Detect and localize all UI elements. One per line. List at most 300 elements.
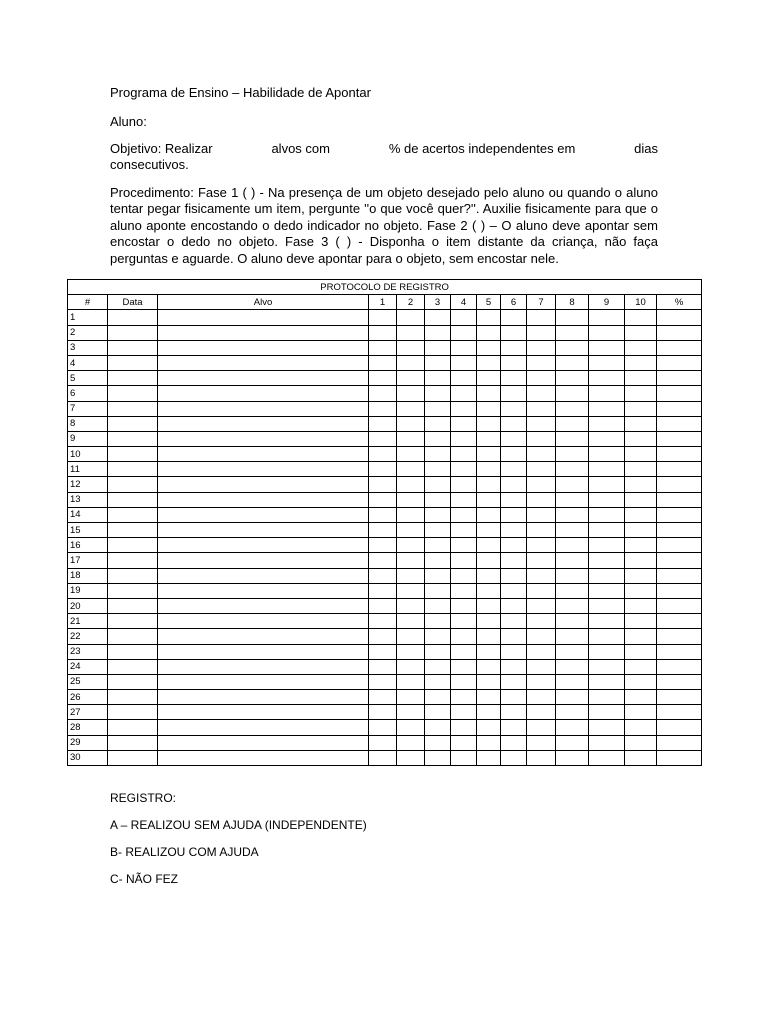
- table-cell[interactable]: [451, 583, 477, 598]
- table-cell[interactable]: [556, 614, 589, 629]
- table-cell[interactable]: [527, 523, 556, 538]
- table-cell[interactable]: [625, 629, 657, 644]
- table-cell[interactable]: [556, 371, 589, 386]
- table-cell[interactable]: [657, 568, 702, 583]
- table-cell[interactable]: [397, 735, 425, 750]
- table-cell[interactable]: [589, 553, 625, 568]
- table-cell[interactable]: [625, 340, 657, 355]
- table-cell[interactable]: [108, 598, 158, 613]
- table-cell[interactable]: [397, 538, 425, 553]
- table-cell[interactable]: [527, 431, 556, 446]
- table-cell[interactable]: [477, 462, 501, 477]
- table-cell[interactable]: [369, 477, 397, 492]
- table-cell[interactable]: [477, 674, 501, 689]
- table-cell[interactable]: [369, 325, 397, 340]
- table-cell[interactable]: [527, 735, 556, 750]
- table-cell[interactable]: [657, 310, 702, 325]
- table-cell[interactable]: [425, 735, 451, 750]
- table-cell[interactable]: [369, 401, 397, 416]
- table-cell[interactable]: [158, 735, 369, 750]
- table-cell[interactable]: [501, 553, 527, 568]
- table-cell[interactable]: [589, 431, 625, 446]
- table-cell[interactable]: [108, 523, 158, 538]
- table-cell[interactable]: [657, 416, 702, 431]
- table-cell[interactable]: [625, 538, 657, 553]
- table-cell[interactable]: [451, 447, 477, 462]
- table-cell[interactable]: [589, 492, 625, 507]
- table-cell[interactable]: [451, 553, 477, 568]
- table-cell[interactable]: [589, 523, 625, 538]
- table-cell[interactable]: [527, 310, 556, 325]
- table-cell[interactable]: [589, 614, 625, 629]
- table-cell[interactable]: [589, 340, 625, 355]
- table-cell[interactable]: [397, 583, 425, 598]
- table-cell[interactable]: [527, 462, 556, 477]
- table-cell[interactable]: [477, 690, 501, 705]
- table-cell[interactable]: [589, 583, 625, 598]
- table-cell[interactable]: [451, 614, 477, 629]
- table-cell[interactable]: [625, 507, 657, 522]
- table-cell[interactable]: [589, 310, 625, 325]
- table-cell[interactable]: [397, 401, 425, 416]
- table-cell[interactable]: [425, 598, 451, 613]
- table-cell[interactable]: [397, 598, 425, 613]
- table-cell[interactable]: [657, 477, 702, 492]
- table-cell[interactable]: [108, 705, 158, 720]
- table-cell[interactable]: [158, 386, 369, 401]
- table-cell[interactable]: [589, 416, 625, 431]
- table-cell[interactable]: [527, 477, 556, 492]
- table-cell[interactable]: [556, 705, 589, 720]
- table-cell[interactable]: [108, 462, 158, 477]
- table-cell[interactable]: [501, 507, 527, 522]
- table-cell[interactable]: [108, 750, 158, 765]
- table-cell[interactable]: [657, 401, 702, 416]
- table-cell[interactable]: [625, 431, 657, 446]
- table-cell[interactable]: [501, 598, 527, 613]
- table-cell[interactable]: [397, 674, 425, 689]
- table-cell[interactable]: [556, 644, 589, 659]
- table-cell[interactable]: [158, 568, 369, 583]
- table-cell[interactable]: [477, 325, 501, 340]
- table-cell[interactable]: [625, 674, 657, 689]
- table-cell[interactable]: [477, 659, 501, 674]
- table-cell[interactable]: [589, 371, 625, 386]
- table-cell[interactable]: [158, 431, 369, 446]
- table-cell[interactable]: [556, 568, 589, 583]
- table-cell[interactable]: [477, 629, 501, 644]
- table-cell[interactable]: [556, 659, 589, 674]
- table-cell[interactable]: [556, 629, 589, 644]
- table-cell[interactable]: [425, 705, 451, 720]
- table-cell[interactable]: [158, 705, 369, 720]
- table-cell[interactable]: [556, 477, 589, 492]
- table-cell[interactable]: [369, 431, 397, 446]
- table-cell[interactable]: [625, 659, 657, 674]
- table-cell[interactable]: [397, 659, 425, 674]
- table-cell[interactable]: [657, 720, 702, 735]
- table-cell[interactable]: [589, 462, 625, 477]
- table-cell[interactable]: [158, 690, 369, 705]
- table-cell[interactable]: [451, 568, 477, 583]
- table-cell[interactable]: [556, 690, 589, 705]
- table-cell[interactable]: [556, 674, 589, 689]
- table-cell[interactable]: [501, 614, 527, 629]
- table-cell[interactable]: [397, 644, 425, 659]
- table-cell[interactable]: [556, 447, 589, 462]
- table-cell[interactable]: [451, 705, 477, 720]
- table-cell[interactable]: [369, 644, 397, 659]
- table-cell[interactable]: [556, 553, 589, 568]
- table-cell[interactable]: [501, 462, 527, 477]
- table-cell[interactable]: [527, 568, 556, 583]
- table-cell[interactable]: [108, 674, 158, 689]
- table-cell[interactable]: [556, 416, 589, 431]
- table-cell[interactable]: [425, 416, 451, 431]
- table-cell[interactable]: [397, 568, 425, 583]
- table-cell[interactable]: [527, 720, 556, 735]
- table-cell[interactable]: [527, 507, 556, 522]
- table-cell[interactable]: [425, 431, 451, 446]
- table-cell[interactable]: [158, 340, 369, 355]
- table-cell[interactable]: [369, 355, 397, 370]
- table-cell[interactable]: [501, 477, 527, 492]
- table-cell[interactable]: [158, 355, 369, 370]
- table-cell[interactable]: [625, 598, 657, 613]
- table-cell[interactable]: [451, 690, 477, 705]
- table-cell[interactable]: [158, 477, 369, 492]
- table-cell[interactable]: [625, 492, 657, 507]
- table-cell[interactable]: [657, 538, 702, 553]
- table-cell[interactable]: [108, 477, 158, 492]
- table-cell[interactable]: [501, 659, 527, 674]
- table-cell[interactable]: [527, 644, 556, 659]
- table-cell[interactable]: [451, 750, 477, 765]
- table-cell[interactable]: [477, 614, 501, 629]
- table-cell[interactable]: [556, 507, 589, 522]
- table-cell[interactable]: [108, 690, 158, 705]
- table-cell[interactable]: [589, 720, 625, 735]
- table-cell[interactable]: [369, 720, 397, 735]
- table-cell[interactable]: [425, 614, 451, 629]
- table-cell[interactable]: [501, 523, 527, 538]
- table-cell[interactable]: [501, 690, 527, 705]
- table-cell[interactable]: [556, 735, 589, 750]
- table-cell[interactable]: [556, 492, 589, 507]
- table-cell[interactable]: [108, 355, 158, 370]
- table-cell[interactable]: [425, 325, 451, 340]
- table-cell[interactable]: [589, 598, 625, 613]
- table-cell[interactable]: [369, 492, 397, 507]
- table-cell[interactable]: [369, 447, 397, 462]
- table-cell[interactable]: [451, 538, 477, 553]
- table-cell[interactable]: [397, 447, 425, 462]
- table-cell[interactable]: [451, 735, 477, 750]
- table-cell[interactable]: [369, 371, 397, 386]
- table-cell[interactable]: [369, 614, 397, 629]
- table-cell[interactable]: [589, 507, 625, 522]
- table-cell[interactable]: [397, 310, 425, 325]
- table-cell[interactable]: [625, 401, 657, 416]
- table-cell[interactable]: [589, 690, 625, 705]
- table-cell[interactable]: [501, 674, 527, 689]
- table-cell[interactable]: [625, 371, 657, 386]
- table-cell[interactable]: [397, 371, 425, 386]
- table-cell[interactable]: [589, 568, 625, 583]
- table-cell[interactable]: [425, 523, 451, 538]
- table-cell[interactable]: [451, 355, 477, 370]
- table-cell[interactable]: [397, 416, 425, 431]
- table-cell[interactable]: [477, 492, 501, 507]
- table-cell[interactable]: [108, 735, 158, 750]
- table-cell[interactable]: [158, 750, 369, 765]
- table-cell[interactable]: [625, 735, 657, 750]
- table-cell[interactable]: [625, 386, 657, 401]
- table-cell[interactable]: [397, 507, 425, 522]
- table-cell[interactable]: [501, 750, 527, 765]
- table-cell[interactable]: [501, 568, 527, 583]
- table-cell[interactable]: [425, 355, 451, 370]
- table-cell[interactable]: [556, 310, 589, 325]
- table-cell[interactable]: [369, 735, 397, 750]
- table-cell[interactable]: [625, 568, 657, 583]
- table-cell[interactable]: [657, 431, 702, 446]
- table-cell[interactable]: [657, 355, 702, 370]
- table-cell[interactable]: [369, 386, 397, 401]
- table-cell[interactable]: [369, 553, 397, 568]
- table-cell[interactable]: [451, 598, 477, 613]
- table-cell[interactable]: [527, 401, 556, 416]
- table-cell[interactable]: [158, 325, 369, 340]
- table-cell[interactable]: [158, 614, 369, 629]
- table-cell[interactable]: [369, 583, 397, 598]
- table-cell[interactable]: [397, 492, 425, 507]
- table-cell[interactable]: [527, 614, 556, 629]
- table-cell[interactable]: [158, 416, 369, 431]
- table-cell[interactable]: [397, 355, 425, 370]
- table-cell[interactable]: [108, 659, 158, 674]
- table-cell[interactable]: [108, 720, 158, 735]
- table-cell[interactable]: [527, 447, 556, 462]
- table-cell[interactable]: [425, 477, 451, 492]
- table-cell[interactable]: [657, 386, 702, 401]
- table-cell[interactable]: [657, 598, 702, 613]
- table-cell[interactable]: [158, 583, 369, 598]
- table-cell[interactable]: [527, 492, 556, 507]
- table-cell[interactable]: [527, 355, 556, 370]
- table-cell[interactable]: [589, 705, 625, 720]
- table-cell[interactable]: [501, 538, 527, 553]
- table-cell[interactable]: [108, 644, 158, 659]
- table-cell[interactable]: [501, 340, 527, 355]
- table-cell[interactable]: [657, 462, 702, 477]
- table-cell[interactable]: [108, 310, 158, 325]
- table-cell[interactable]: [108, 568, 158, 583]
- table-cell[interactable]: [108, 386, 158, 401]
- table-cell[interactable]: [527, 750, 556, 765]
- table-cell[interactable]: [501, 371, 527, 386]
- table-cell[interactable]: [477, 340, 501, 355]
- table-cell[interactable]: [501, 431, 527, 446]
- table-cell[interactable]: [425, 629, 451, 644]
- table-cell[interactable]: [451, 523, 477, 538]
- table-cell[interactable]: [425, 583, 451, 598]
- table-cell[interactable]: [369, 568, 397, 583]
- table-cell[interactable]: [657, 614, 702, 629]
- table-cell[interactable]: [451, 507, 477, 522]
- table-cell[interactable]: [158, 401, 369, 416]
- table-cell[interactable]: [397, 750, 425, 765]
- table-cell[interactable]: [527, 583, 556, 598]
- table-cell[interactable]: [425, 690, 451, 705]
- table-cell[interactable]: [589, 355, 625, 370]
- table-cell[interactable]: [425, 553, 451, 568]
- table-cell[interactable]: [556, 386, 589, 401]
- table-cell[interactable]: [425, 386, 451, 401]
- table-cell[interactable]: [556, 340, 589, 355]
- table-cell[interactable]: [477, 720, 501, 735]
- table-cell[interactable]: [657, 371, 702, 386]
- table-cell[interactable]: [589, 538, 625, 553]
- table-cell[interactable]: [657, 583, 702, 598]
- table-cell[interactable]: [369, 629, 397, 644]
- table-cell[interactable]: [477, 431, 501, 446]
- table-cell[interactable]: [158, 720, 369, 735]
- table-cell[interactable]: [556, 720, 589, 735]
- table-cell[interactable]: [477, 553, 501, 568]
- table-cell[interactable]: [477, 523, 501, 538]
- table-cell[interactable]: [397, 720, 425, 735]
- table-cell[interactable]: [425, 507, 451, 522]
- table-cell[interactable]: [425, 340, 451, 355]
- table-cell[interactable]: [158, 462, 369, 477]
- table-cell[interactable]: [657, 735, 702, 750]
- table-cell[interactable]: [657, 705, 702, 720]
- table-cell[interactable]: [425, 401, 451, 416]
- table-cell[interactable]: [501, 629, 527, 644]
- table-cell[interactable]: [451, 629, 477, 644]
- table-cell[interactable]: [556, 583, 589, 598]
- table-cell[interactable]: [477, 568, 501, 583]
- table-cell[interactable]: [477, 447, 501, 462]
- table-cell[interactable]: [369, 538, 397, 553]
- table-cell[interactable]: [158, 447, 369, 462]
- table-cell[interactable]: [657, 750, 702, 765]
- table-cell[interactable]: [108, 507, 158, 522]
- table-cell[interactable]: [556, 325, 589, 340]
- table-cell[interactable]: [397, 325, 425, 340]
- table-cell[interactable]: [657, 553, 702, 568]
- table-cell[interactable]: [527, 629, 556, 644]
- table-cell[interactable]: [108, 538, 158, 553]
- table-cell[interactable]: [158, 674, 369, 689]
- table-cell[interactable]: [369, 659, 397, 674]
- table-cell[interactable]: [108, 447, 158, 462]
- table-cell[interactable]: [158, 629, 369, 644]
- table-cell[interactable]: [451, 431, 477, 446]
- table-cell[interactable]: [625, 583, 657, 598]
- table-cell[interactable]: [625, 750, 657, 765]
- table-cell[interactable]: [477, 401, 501, 416]
- table-cell[interactable]: [451, 401, 477, 416]
- table-cell[interactable]: [477, 507, 501, 522]
- table-cell[interactable]: [556, 750, 589, 765]
- table-cell[interactable]: [369, 674, 397, 689]
- table-cell[interactable]: [527, 416, 556, 431]
- table-cell[interactable]: [657, 690, 702, 705]
- table-cell[interactable]: [158, 538, 369, 553]
- table-cell[interactable]: [397, 614, 425, 629]
- table-cell[interactable]: [657, 659, 702, 674]
- table-cell[interactable]: [527, 659, 556, 674]
- table-cell[interactable]: [108, 553, 158, 568]
- table-cell[interactable]: [501, 325, 527, 340]
- table-cell[interactable]: [527, 340, 556, 355]
- table-cell[interactable]: [397, 477, 425, 492]
- table-cell[interactable]: [397, 705, 425, 720]
- table-cell[interactable]: [158, 553, 369, 568]
- table-cell[interactable]: [369, 416, 397, 431]
- table-cell[interactable]: [589, 735, 625, 750]
- table-cell[interactable]: [158, 644, 369, 659]
- table-cell[interactable]: [589, 325, 625, 340]
- table-cell[interactable]: [589, 644, 625, 659]
- table-cell[interactable]: [501, 644, 527, 659]
- table-cell[interactable]: [657, 674, 702, 689]
- table-cell[interactable]: [625, 325, 657, 340]
- table-cell[interactable]: [369, 750, 397, 765]
- table-cell[interactable]: [369, 690, 397, 705]
- table-cell[interactable]: [477, 416, 501, 431]
- table-cell[interactable]: [158, 659, 369, 674]
- table-cell[interactable]: [425, 644, 451, 659]
- table-cell[interactable]: [527, 690, 556, 705]
- table-cell[interactable]: [397, 340, 425, 355]
- table-cell[interactable]: [501, 735, 527, 750]
- table-cell[interactable]: [158, 492, 369, 507]
- table-cell[interactable]: [451, 386, 477, 401]
- table-cell[interactable]: [425, 568, 451, 583]
- table-cell[interactable]: [625, 310, 657, 325]
- table-cell[interactable]: [501, 492, 527, 507]
- table-cell[interactable]: [477, 538, 501, 553]
- table-cell[interactable]: [589, 386, 625, 401]
- table-cell[interactable]: [425, 674, 451, 689]
- table-cell[interactable]: [556, 401, 589, 416]
- table-cell[interactable]: [501, 310, 527, 325]
- table-cell[interactable]: [369, 340, 397, 355]
- table-cell[interactable]: [108, 401, 158, 416]
- table-cell[interactable]: [451, 310, 477, 325]
- table-cell[interactable]: [589, 750, 625, 765]
- table-cell[interactable]: [425, 310, 451, 325]
- table-cell[interactable]: [477, 477, 501, 492]
- table-cell[interactable]: [425, 371, 451, 386]
- table-cell[interactable]: [625, 416, 657, 431]
- table-cell[interactable]: [625, 553, 657, 568]
- table-cell[interactable]: [451, 477, 477, 492]
- table-cell[interactable]: [451, 416, 477, 431]
- table-cell[interactable]: [625, 614, 657, 629]
- table-cell[interactable]: [369, 462, 397, 477]
- table-cell[interactable]: [425, 462, 451, 477]
- table-cell[interactable]: [625, 720, 657, 735]
- table-cell[interactable]: [589, 674, 625, 689]
- table-cell[interactable]: [397, 523, 425, 538]
- table-cell[interactable]: [556, 431, 589, 446]
- table-cell[interactable]: [657, 644, 702, 659]
- table-cell[interactable]: [108, 614, 158, 629]
